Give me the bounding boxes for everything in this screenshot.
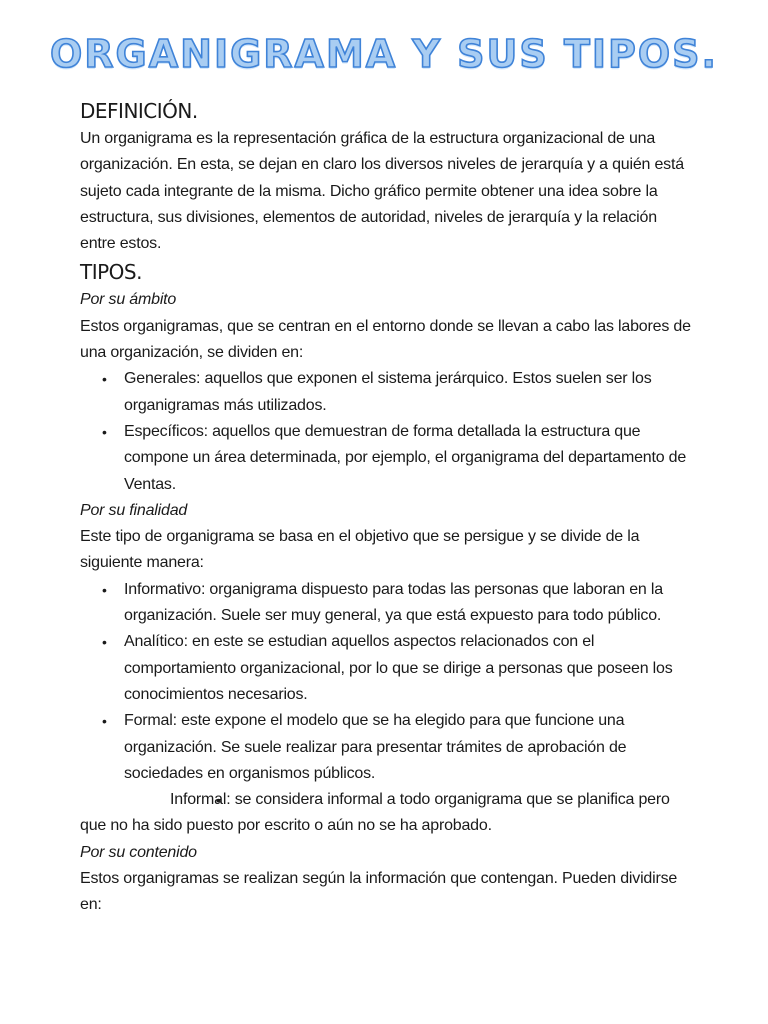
ambito-intro: Estos organigramas, que se centran en el entorno donde se llevan a cabo las labores de una organización, se dividen en: (80, 317, 691, 362)
list-item-informal (80, 787, 695, 840)
definition-heading: DEFINICIÓN. (80, 99, 198, 123)
list-item: • Formal: este expone el modelo que se ha elegido para que funcione una organización. Se suele realizar para presentar trámites de aprobación de sociedades en organismos públicos. (124, 708, 695, 787)
list-item: • Específicos: aquellos que demuestran de forma detallada la estructura que compone un área determinada, por ejemplo, el organigrama del departamento de Ventas. (124, 419, 695, 498)
finalidad-subheading: Por su finalidad (80, 501, 188, 519)
list-item: • Informativo: organigrama dispuesto para todas las personas que laboran en la organización. Suele ser muy general, ya que está expuesto para todo público. (124, 577, 695, 630)
definition-paragraph: Un organigrama es la representación gráfica de la estructura organizacional de una organización. En esta, se dejan en claro los diversos niveles de jerarquía y a quién está sujeto cada integrante de la misma. Dicho gráfico permite obtener una idea sobre la estructura, sus divisiones, elementos de autoridad, niveles de jerarquía y la relación entre estos. (80, 130, 684, 253)
informal-text: Informal: se considera informal a todo organigrama que se planifica pero que no ha sido puesto por escrito o aún no se ha aprobado. (80, 791, 670, 835)
list-item: • Analítico: en este se estudian aquellos aspectos relacionados con el comportamiento organizacional, por lo que se dirige a personas que poseen los conocimientos necesarios. (124, 629, 695, 708)
contenido-subheading: Por su contenido (80, 843, 197, 861)
ambito-list (80, 366, 695, 497)
finalidad-list (80, 577, 695, 787)
list-item: • Generales: aquellos que exponen el sistema jerárquico. Estos suelen ser los organigramas más utilizados. (124, 366, 695, 419)
informal-list (80, 787, 695, 840)
types-heading: TIPOS. (80, 260, 142, 285)
contenido-intro: Estos organigramas se realizan según la información que contengan. Pueden dividirse en: (80, 870, 678, 914)
page-title: ORGANIGRAMA Y SUS TIPOS. (49, 32, 718, 76)
finalidad-intro: Este tipo de organigrama se basa en el objetivo que se persigue y se divide de la siguiente manera: (80, 528, 640, 572)
ambito-subheading: Por su ámbito (80, 291, 177, 309)
document-body (80, 96, 695, 919)
